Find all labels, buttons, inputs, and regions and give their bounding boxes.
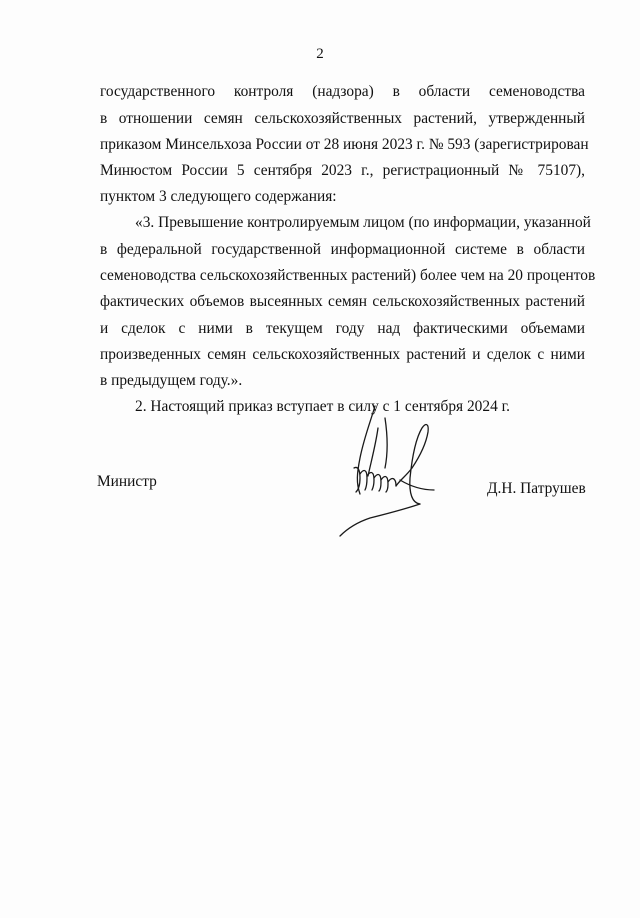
text-line: фактических объемов высеянных семян сельскохозяйственных растений	[100, 293, 585, 310]
text-line: в федеральной государственной информационной системе в области	[100, 241, 585, 258]
text-line: семеноводства сельскохозяйственных растений) более чем на 20 процентов	[100, 267, 596, 284]
handwritten-signature	[330, 398, 450, 543]
text-line: в отношении семян сельскохозяйственных растений, утвержденный	[100, 110, 585, 127]
text-line: «3. Превышение контролируемым лицом (по информации, указанной	[135, 214, 591, 231]
text-line: 2. Настоящий приказ вступает в силу с 1 сентября 2024 г.	[135, 398, 511, 415]
text-line: произведенных семян сельскохозяйственных растений и сделок с ними	[100, 346, 585, 363]
page-number: 2	[316, 46, 324, 62]
text-line: государственного контроля (надзора) в области семеноводства	[100, 83, 585, 100]
signatory-name: Д.Н. Патрушев	[487, 480, 586, 497]
text-line: Минюстом России 5 сентября 2023 г., регистрационный № 75107),	[100, 162, 585, 179]
text-line: пунктом 3 следующего содержания:	[100, 188, 337, 205]
text-line: приказом Минсельхоза России от 28 июня 2023 г. № 593 (зарегистрирован	[100, 136, 589, 153]
text-line: в предыдущем году.».	[100, 372, 243, 389]
text-line: и сделок с ними в текущем году над фактическими объемами	[100, 320, 585, 337]
signatory-title: Министр	[97, 473, 157, 490]
